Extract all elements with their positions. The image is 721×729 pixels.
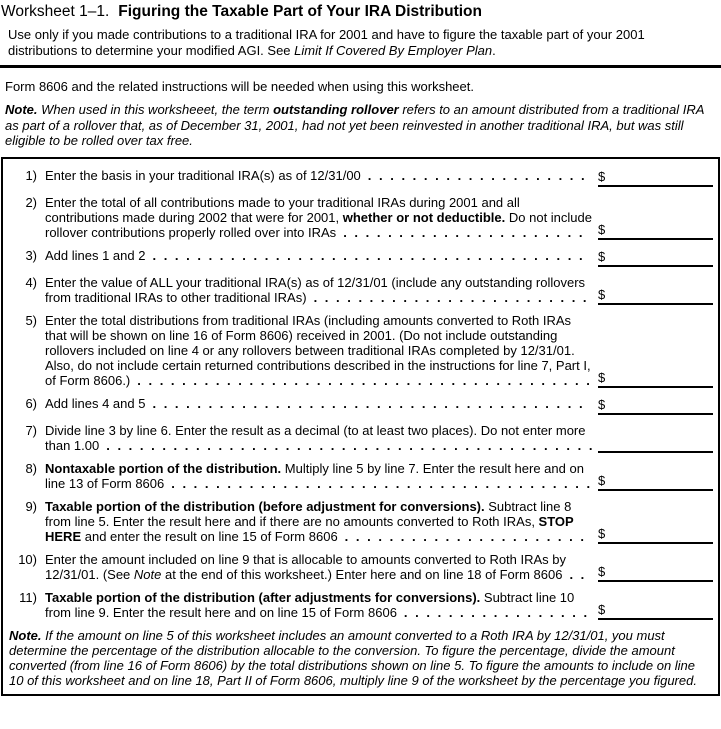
- worksheet-line-8: [7, 461, 718, 491]
- text-segment: outstanding rollover: [273, 102, 399, 117]
- worksheet-line-9: [7, 499, 718, 544]
- text-segment: Add lines 4 and 5: [45, 395, 146, 411]
- text-segment: Divide line 3 by line 6. Enter the result as a decimal (to at least two places). Do not enter more than 1.00: [45, 422, 586, 453]
- text-segment: at the end of this worksheet.) Enter here and on line 18 of Form 8606: [161, 566, 563, 582]
- line-text: [45, 248, 593, 267]
- line-number: 8): [25, 460, 37, 476]
- entry-line-8[interactable]: [598, 472, 713, 491]
- line-answer: [593, 369, 718, 388]
- line-answer: [593, 525, 718, 544]
- line-number: 4): [25, 274, 37, 290]
- line-text: [45, 168, 593, 187]
- line-number: 10): [18, 551, 37, 567]
- worksheet-line-11: [7, 590, 718, 620]
- worksheet-line-5: [7, 313, 718, 388]
- text-segment: Add lines 1 and 2: [45, 247, 146, 263]
- divider-rule: [0, 65, 721, 68]
- text-segment: Enter the value of ALL your traditional IRA(s) as of 12/31/01 (include any outstanding rollovers from traditional IRAs to other traditional IRAs): [45, 274, 586, 305]
- worksheet-line-6: [7, 396, 718, 415]
- text-segment: Taxable portion of the distribution (after adjustments for conversions).: [45, 589, 481, 605]
- dot-leader: . . . . . . . . . . . . . . . . . . . . . . . . . . . . . . . . . . . . . . . . . . . .: [106, 437, 593, 453]
- entry-line-4[interactable]: [598, 286, 713, 305]
- dollar-sign: $: [598, 286, 606, 302]
- worksheet-lines: [7, 168, 718, 620]
- text-segment: Use only if you made contributions to a traditional IRA for 2001 and have to figure the taxable part of your 2001 distributions to determine your modified AGI. See: [8, 27, 645, 58]
- worksheet-line-7: [7, 423, 718, 453]
- dot-leader: . .: [569, 566, 585, 582]
- text-segment: Enter the total distributions from traditional IRAs (including amounts converted to Roth IRAs that will be shown on line 16 of Form 8606) received in 2001. (Do not include outstanding rollovers included on line 4 or any rollovers between traditional IRAs completed by 12/31/01. Also, do not include certain returned contributions described in the instructions for line 7, Part I, of Form 8606.): [45, 312, 591, 388]
- line-text: [45, 590, 593, 620]
- text-segment: Multiply line 5 by line 7. Enter the result here and on line 13 of Form 8606: [45, 460, 584, 491]
- entry-line-7[interactable]: [598, 434, 713, 453]
- text-segment: Taxable portion of the distribution (before adjustment for conversions).: [45, 498, 485, 514]
- dot-leader: . . . . . . . . . . . . . . . . . . . . . .: [344, 528, 584, 544]
- line-text: [45, 499, 593, 544]
- text-segment: Note.: [9, 627, 42, 643]
- dot-leader: . . . . . . . . . . . . . . . . . . . . . . . . . . . . . . . . . . . . . . . . .: [137, 372, 590, 388]
- text-segment: Nontaxable portion of the distribution.: [45, 460, 282, 476]
- dot-leader: . . . . . . . . . . . . . . . . . . . . . . . . . . . . . . . . . . . . . . .: [152, 247, 583, 263]
- text-segment: Subtract line 8 from line 5. Enter the result here and if there are no amounts converted to Roth IRAs,: [45, 498, 572, 529]
- dot-leader: . . . . . . . . . . . . . . . . . . . .: [367, 167, 585, 183]
- line-text: [45, 552, 593, 582]
- line-answer: [593, 601, 718, 620]
- dot-leader: . . . . . . . . . . . . . . . . . . . . . .: [343, 224, 583, 240]
- entry-line-3[interactable]: [598, 248, 713, 267]
- text-segment: Note: [133, 566, 162, 582]
- line-text: [45, 461, 593, 491]
- line-text: [45, 195, 593, 240]
- dollar-sign: $: [598, 396, 606, 412]
- dollar-sign: $: [598, 601, 606, 617]
- line-answer: [593, 472, 718, 491]
- entry-line-1[interactable]: [598, 168, 713, 187]
- dot-leader: . . . . . . . . . . . . . . . . . . . . . . . . .: [313, 289, 587, 305]
- line-number: 7): [25, 422, 37, 438]
- line-number: 1): [25, 167, 37, 183]
- text-segment: If the amount on line 5 of this worksheet includes an amount converted to a Roth IRA by 12/31/01, you must determine the percentage of the distribution allocable to the conversion. To figure the percentage, divide the amount converted (from line 16 of Form 8606) by the total distributions shown on line 5. To figure the amounts to include on line 10 of this worksheet and on line 18, Part II of Form 8606, multiply line 9 of the worksheet by the percentage you figured.: [9, 627, 697, 689]
- dollar-sign: $: [598, 525, 606, 541]
- dollar-sign: $: [598, 248, 606, 264]
- text-segment: whether or not deductible.: [342, 209, 506, 225]
- entry-line-11[interactable]: [598, 601, 713, 620]
- text-segment: Do not include rollover contributions properly rolled over into IRAs: [45, 209, 592, 240]
- outstanding-rollover-note: [5, 102, 709, 149]
- text-segment: .: [492, 42, 496, 58]
- entry-line-10[interactable]: [598, 563, 713, 582]
- intro-paragraph: [8, 27, 707, 58]
- dollar-sign: $: [598, 221, 606, 237]
- dollar-sign: $: [598, 168, 606, 184]
- page-title: [0, 0, 721, 20]
- text-segment: Enter the basis in your traditional IRA(s) as of 12/31/00: [45, 167, 361, 183]
- worksheet-footnote: [9, 628, 706, 689]
- line-number: 9): [25, 498, 37, 514]
- entry-line-5[interactable]: [598, 369, 713, 388]
- worksheet-line-1: [7, 168, 718, 187]
- dollar-sign: $: [598, 369, 606, 385]
- text-segment: Enter the amount included on line 9 that is allocable to amounts converted to Roth IRAs by 12/31/01. (See: [45, 551, 567, 582]
- form-8606-note: Form 8606 and the related instructions will be needed when using this worksheet.: [5, 79, 474, 94]
- line-text: [45, 423, 593, 453]
- line-answer: [593, 248, 718, 267]
- text-segment: and enter the result on line 15 of Form 8606: [81, 528, 338, 544]
- worksheet-line-10: [7, 552, 718, 582]
- line-text: [45, 313, 593, 388]
- dot-leader: . . . . . . . . . . . . . . . . .: [403, 604, 588, 620]
- entry-line-2[interactable]: [598, 221, 713, 240]
- line-answer: [593, 168, 718, 187]
- worksheet-title-text: Figuring the Taxable Part of Your IRA Distribution: [118, 3, 482, 20]
- worksheet-box: [1, 157, 720, 696]
- line-answer: [593, 221, 718, 240]
- line-number: 6): [25, 395, 37, 411]
- worksheet-line-3: [7, 248, 718, 267]
- text-segment: refers to an amount distributed from a traditional IRA as part of a rollover that, as of December 31, 2001, had not yet been reinvested in another traditional IRA, but was still eligible to be rolled over tax free.: [5, 102, 704, 148]
- line-text: [45, 396, 593, 415]
- dollar-sign: $: [598, 472, 606, 488]
- entry-line-9[interactable]: [598, 525, 713, 544]
- dot-leader: . . . . . . . . . . . . . . . . . . . . . . . . . . . . . . . . . . . . . .: [171, 475, 591, 491]
- text-segment: Enter the total of all contributions made to your traditional IRAs during 2001 and all contributions made during 2002 that were for 2001,: [45, 194, 520, 225]
- dollar-sign: $: [598, 563, 606, 579]
- line-answer: [593, 563, 718, 582]
- text-segment: Subtract line 10 from line 9. Enter the result here and on line 15 of Form 8606: [45, 589, 575, 620]
- line-answer: [593, 286, 718, 305]
- worksheet-line-4: [7, 275, 718, 305]
- line-number: 2): [25, 194, 37, 210]
- text-segment: Limit If Covered By Employer Plan: [294, 42, 493, 58]
- worksheet-line-2: [7, 195, 718, 240]
- entry-line-6[interactable]: [598, 396, 713, 415]
- worksheet-number: Worksheet 1–1.: [1, 3, 110, 20]
- line-number: 3): [25, 247, 37, 263]
- text-segment: STOP HERE: [45, 513, 574, 544]
- line-answer: [593, 434, 718, 453]
- line-text: [45, 275, 593, 305]
- text-segment: When used in this worksheeet, the term: [37, 102, 274, 117]
- text-segment: Note.: [5, 102, 38, 117]
- line-number: 5): [25, 312, 37, 328]
- dot-leader: . . . . . . . . . . . . . . . . . . . . . . . . . . . . . . . . . . . . . . .: [152, 395, 583, 411]
- line-number: 11): [19, 589, 37, 605]
- line-answer: [593, 396, 718, 415]
